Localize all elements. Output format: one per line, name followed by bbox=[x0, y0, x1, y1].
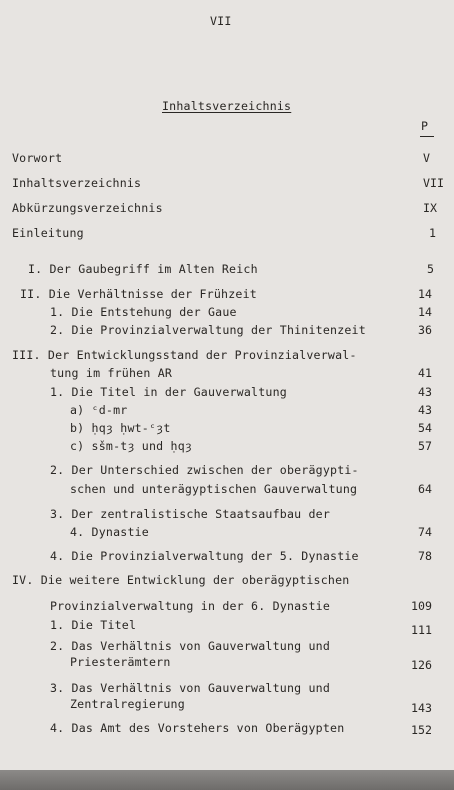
toc-entry-page: 126 bbox=[411, 658, 432, 672]
toc-entry-page: 74 bbox=[418, 525, 432, 539]
toc-entry-label: 2. Der Unterschied zwischen der oberägypti- bbox=[50, 463, 359, 477]
toc-entry-label: Provinzialverwaltung in der 6. Dynastie bbox=[50, 599, 331, 613]
toc-entry-label: 4. Die Provinzialverwaltung der 5. Dynastie bbox=[50, 549, 359, 563]
toc-entry-page: 14 bbox=[418, 305, 432, 319]
toc-entry-page: 43 bbox=[418, 385, 432, 399]
toc-entry-label: schen und unterägyptischen Gauverwaltung bbox=[70, 482, 358, 496]
toc-entry-label: Vorwort bbox=[12, 151, 63, 165]
toc-entry-label: Einleitung bbox=[12, 226, 84, 240]
toc-entry-page: 43 bbox=[418, 403, 432, 417]
toc-entry-page: 109 bbox=[411, 599, 432, 613]
toc-entry-label: a) ᶜd-mr bbox=[70, 403, 128, 417]
toc-entry-page: 78 bbox=[418, 549, 432, 563]
toc-entry-label: 1. Die Titel in der Gauverwaltung bbox=[50, 385, 287, 399]
toc-entry-page: 143 bbox=[411, 701, 432, 715]
toc-entry-label: 2. Die Provinzialverwaltung der Thinitenzeit bbox=[50, 323, 366, 337]
toc-entry-label: 3. Das Verhältnis von Gauverwaltung und bbox=[50, 681, 331, 695]
page-column-rule bbox=[420, 136, 434, 137]
toc-entry-page: 54 bbox=[418, 421, 432, 435]
toc-entry-page: 64 bbox=[418, 482, 432, 496]
toc-entry-page: 1 bbox=[429, 226, 436, 240]
toc-entry-label: Zentralregierung bbox=[70, 697, 185, 711]
toc-entry-page: VII bbox=[423, 176, 444, 190]
toc-entry-label: Inhaltsverzeichnis bbox=[12, 176, 142, 190]
toc-entry-page: IX bbox=[423, 201, 437, 215]
toc-entry-page: V bbox=[423, 151, 430, 165]
toc-entry-label: 1. Die Entstehung der Gaue bbox=[50, 305, 237, 319]
toc-entry-label: II. Die Verhältnisse der Frühzeit bbox=[20, 287, 257, 301]
toc-entry-label: III. Der Entwicklungsstand der Provinzialverwal- bbox=[12, 348, 357, 362]
toc-entry-page: 36 bbox=[418, 323, 432, 337]
toc-entry-page: 57 bbox=[418, 439, 432, 453]
page-column-header: P bbox=[421, 119, 428, 133]
toc-entry-page: 14 bbox=[418, 287, 432, 301]
toc-entry-label: 1. Die Titel bbox=[50, 618, 137, 632]
page-bottom-shadow bbox=[0, 770, 454, 790]
toc-entry-label: b) ḥqȝ ḥwt-ᶜȝt bbox=[70, 421, 171, 435]
toc-entry-label: Priesterämtern bbox=[70, 655, 171, 669]
toc-entry-label: tung im frühen AR bbox=[50, 366, 173, 380]
toc-entry-page: 152 bbox=[411, 723, 432, 737]
toc-title: Inhaltsverzeichnis bbox=[162, 99, 292, 113]
toc-entry-label: I. Der Gaubegriff im Alten Reich bbox=[28, 262, 258, 276]
toc-entry-page: 5 bbox=[427, 262, 434, 276]
toc-entry-label: 2. Das Verhältnis von Gauverwaltung und bbox=[50, 639, 331, 653]
toc-entry-label: 3. Der zentralistische Staatsaufbau der bbox=[50, 507, 331, 521]
toc-entry-label: 4. Dynastie bbox=[70, 525, 149, 539]
toc-entry-page: 111 bbox=[411, 623, 432, 637]
page-number-roman: VII bbox=[210, 14, 232, 28]
toc-entry-label: 4. Das Amt des Vorstehers von Oberägypten bbox=[50, 721, 345, 735]
toc-entry-label: c) sšm-tȝ und ḥqȝ bbox=[70, 439, 193, 453]
toc-entry-label: IV. Die weitere Entwicklung der oberägyptischen bbox=[12, 573, 350, 587]
toc-entry-label: Abkürzungsverzeichnis bbox=[12, 201, 163, 215]
toc-entry-page: 41 bbox=[418, 366, 432, 380]
